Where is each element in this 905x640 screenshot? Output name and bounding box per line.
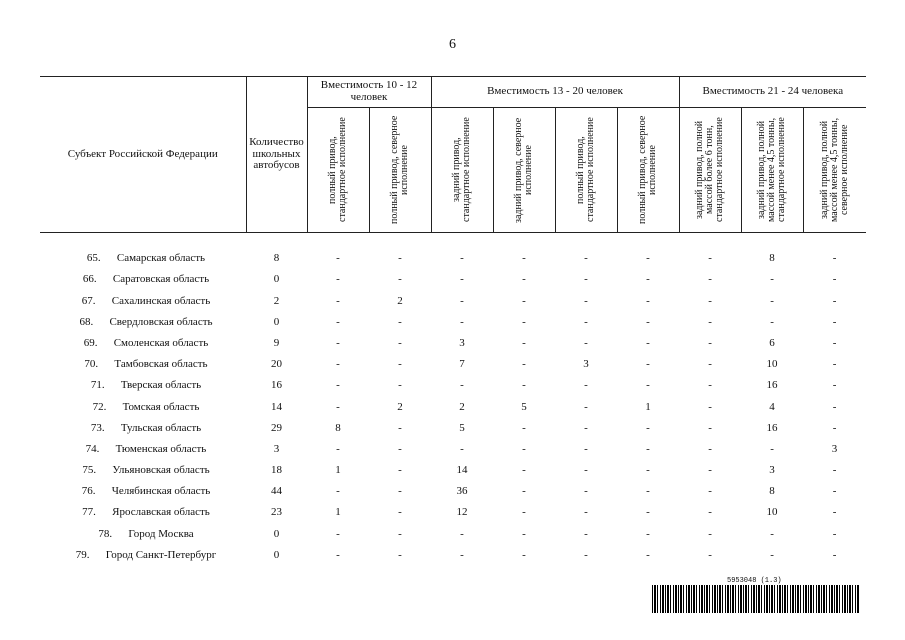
value-cell: -: [646, 294, 650, 307]
table-row: [40, 455, 866, 476]
value-cell: -: [832, 294, 837, 307]
bus-count-cell: 0: [273, 273, 280, 286]
column-header: полный привод, стандартное исполнение: [307, 108, 369, 233]
value-cell: -: [708, 464, 712, 477]
group-header-10-12: Вместимость 10 - 12 человек: [307, 77, 431, 108]
value-cell: -: [708, 527, 712, 540]
table-row: [40, 476, 866, 497]
column-header: задний привод, северное исполнение: [493, 108, 555, 233]
value-cell: -: [398, 442, 402, 455]
region-name: Сахалинская область: [111, 294, 211, 307]
row-number: 77.: [82, 506, 96, 519]
table-row: [40, 413, 866, 434]
value-cell: -: [522, 273, 526, 286]
region-cell: [40, 518, 246, 539]
value-cell: 5: [521, 400, 527, 413]
column-header: задний привод, полной массой более 6 тонн, стандартное исполнение: [679, 108, 741, 233]
value-cell: -: [708, 548, 712, 561]
value-cell: 12: [456, 506, 468, 519]
value-cell: -: [398, 358, 402, 371]
value-cell: -: [770, 294, 774, 307]
value-cell: -: [398, 252, 402, 265]
value-cell: 8: [335, 421, 341, 434]
value-cell: -: [584, 527, 588, 540]
row-number: 73.: [90, 421, 105, 434]
region-name: Томская область: [122, 400, 200, 413]
value-cell: -: [832, 379, 837, 392]
region-name: Челябинская область: [111, 485, 211, 498]
bus-count-cell: 16: [271, 379, 282, 392]
value-cell: 3: [769, 464, 775, 477]
bus-count-cell: 20: [271, 358, 282, 371]
value-cell: -: [398, 421, 402, 434]
barcode-label: 5953048 (1.3): [727, 577, 782, 585]
region-name: Тверская область: [120, 379, 202, 392]
value-cell: -: [336, 358, 340, 371]
value-cell: -: [336, 315, 340, 328]
value-cell: 10: [766, 358, 778, 371]
region-cell: [40, 307, 246, 328]
region-name: Ульяновская область: [112, 464, 210, 477]
page-number: 6: [449, 37, 456, 52]
region-cell: [40, 370, 246, 391]
table-row: [40, 349, 866, 370]
value-cell: -: [832, 252, 837, 265]
value-cell: 6: [769, 336, 775, 349]
value-cell: -: [398, 273, 402, 286]
value-cell: 3: [459, 336, 465, 349]
region-name: Тульская область: [120, 421, 202, 434]
value-cell: 36: [456, 485, 468, 498]
region-cell: [40, 497, 246, 518]
value-cell: -: [584, 336, 588, 349]
value-cell: -: [584, 252, 588, 265]
value-cell: 14: [456, 464, 468, 477]
value-cell: 16: [766, 379, 778, 392]
value-cell: -: [832, 336, 837, 349]
row-number: 70.: [84, 358, 99, 371]
value-cell: -: [522, 485, 526, 498]
value-cell: -: [522, 315, 526, 328]
value-cell: -: [336, 548, 340, 561]
table-row: [40, 434, 866, 455]
value-cell: -: [522, 527, 526, 540]
table-row: [40, 285, 866, 306]
value-cell: -: [584, 464, 588, 477]
value-cell: -: [460, 252, 464, 265]
value-cell: -: [832, 315, 837, 328]
region-cell: [40, 455, 246, 476]
value-cell: -: [770, 527, 774, 540]
region-cell: [40, 476, 246, 497]
value-cell: -: [832, 485, 837, 498]
value-cell: -: [832, 400, 837, 413]
value-cell: -: [522, 442, 526, 455]
column-header: задний привод, полной массой менее 4,5 тонны, северное исполнение: [803, 108, 866, 233]
region-cell: [40, 434, 246, 455]
value-cell: -: [708, 315, 712, 328]
value-cell: -: [770, 442, 774, 455]
group-header-21-24: Вместимость 21 - 24 человека: [679, 77, 866, 108]
value-cell: -: [646, 421, 650, 434]
value-cell: 2: [397, 400, 403, 413]
value-cell: -: [708, 421, 712, 434]
value-cell: 7: [459, 358, 465, 371]
value-cell: -: [832, 527, 837, 540]
value-cell: 1: [335, 464, 341, 477]
value-cell: -: [646, 315, 650, 328]
value-cell: -: [770, 273, 774, 286]
value-cell: 1: [335, 506, 341, 519]
value-cell: -: [708, 379, 712, 392]
value-cell: -: [708, 400, 712, 413]
value-cell: 8: [769, 485, 775, 498]
value-cell: -: [584, 315, 588, 328]
value-cell: 4: [769, 400, 775, 413]
row-number: 78.: [98, 527, 113, 540]
value-cell: -: [522, 506, 526, 519]
region-cell: [40, 328, 246, 349]
row-number: 65.: [86, 252, 101, 265]
value-cell: -: [336, 294, 340, 307]
value-cell: -: [460, 273, 464, 286]
value-cell: -: [584, 273, 588, 286]
column-header: полный привод, стандартное исполнение: [555, 108, 617, 233]
subject-header: Субъект Российской Федерации: [40, 77, 246, 233]
value-cell: -: [708, 273, 712, 286]
row-number: 67.: [81, 294, 96, 307]
value-cell: -: [646, 485, 650, 498]
bus-count-cell: 9: [273, 336, 280, 349]
value-cell: -: [336, 273, 340, 286]
bus-count-cell: 14: [271, 400, 282, 413]
region-name: Самарская область: [116, 252, 206, 265]
region-cell: [40, 264, 246, 285]
value-cell: -: [646, 358, 650, 371]
table-row: [40, 391, 866, 412]
value-cell: 3: [583, 358, 589, 371]
value-cell: -: [584, 548, 588, 561]
value-cell: -: [336, 252, 340, 265]
value-cell: -: [646, 273, 650, 286]
region-cell: [40, 349, 246, 370]
row-number: 79.: [75, 548, 90, 561]
value-cell: -: [832, 358, 837, 371]
region-cell: [40, 540, 246, 561]
value-cell: -: [708, 506, 712, 519]
row-number: 75.: [82, 464, 97, 477]
table-row: [40, 370, 866, 391]
value-cell: -: [460, 442, 464, 455]
value-cell: 10: [766, 506, 778, 519]
value-cell: -: [708, 485, 712, 498]
school-bus-table: [40, 76, 866, 561]
region-name: Свердловская область: [109, 315, 213, 328]
value-cell: -: [584, 379, 588, 392]
table-row: [40, 264, 866, 285]
value-cell: -: [708, 294, 712, 307]
value-cell: -: [522, 294, 526, 307]
value-cell: -: [832, 506, 837, 519]
count-header: Количество школьных автобусов: [246, 77, 307, 233]
region-name: Ярославская область: [112, 506, 210, 519]
value-cell: -: [522, 464, 526, 477]
bus-count-cell: 23: [271, 506, 282, 519]
value-cell: -: [584, 421, 588, 434]
row-number: 68.: [79, 315, 94, 328]
table-row: [40, 328, 866, 349]
value-cell: -: [646, 252, 650, 265]
value-cell: -: [646, 464, 650, 477]
value-cell: -: [646, 527, 650, 540]
column-header: задний привод, стандартное исполнение: [431, 108, 493, 233]
value-cell: -: [708, 252, 712, 265]
column-header: полный привод, северное исполнение: [369, 108, 431, 233]
value-cell: -: [460, 379, 464, 392]
value-cell: -: [708, 336, 712, 349]
table-row: [40, 497, 866, 518]
bus-count-cell: 0: [273, 527, 280, 540]
row-number: 76.: [81, 485, 96, 498]
table-row: [40, 307, 866, 328]
value-cell: -: [832, 464, 837, 477]
row-number: 72.: [92, 400, 107, 413]
value-cell: -: [522, 252, 526, 265]
value-cell: -: [584, 442, 588, 455]
bus-count-cell: 2: [273, 294, 280, 307]
value-cell: -: [336, 485, 340, 498]
value-cell: -: [584, 400, 588, 413]
value-cell: 8: [769, 252, 775, 265]
region-name: Тюменская область: [115, 442, 207, 455]
value-cell: 1: [645, 400, 651, 413]
value-cell: -: [646, 506, 650, 519]
value-cell: 2: [459, 400, 465, 413]
table-row: [40, 540, 866, 561]
value-cell: -: [336, 400, 340, 413]
value-cell: -: [336, 379, 340, 392]
value-cell: -: [398, 548, 402, 561]
value-cell: -: [336, 527, 340, 540]
region-name: Тамбовская область: [114, 358, 208, 371]
value-cell: -: [336, 336, 340, 349]
bus-count-cell: 0: [273, 315, 280, 328]
table-body: [40, 233, 866, 561]
region-cell: [40, 285, 246, 306]
bus-count-cell: 44: [271, 485, 282, 498]
value-cell: -: [646, 336, 650, 349]
value-cell: 2: [397, 294, 403, 307]
table-row: [40, 243, 866, 264]
value-cell: -: [460, 315, 464, 328]
bus-count-cell: 8: [273, 252, 280, 265]
region-name: Смоленская область: [113, 336, 209, 349]
value-cell: -: [398, 336, 402, 349]
row-number: 66.: [82, 273, 97, 286]
region-cell: [40, 391, 246, 412]
value-cell: -: [770, 548, 774, 561]
region-name: Город Москва: [128, 527, 194, 540]
value-cell: -: [522, 548, 526, 561]
region-cell: [40, 413, 246, 434]
bus-count-cell: 0: [273, 548, 280, 561]
value-cell: -: [584, 485, 588, 498]
value-cell: -: [832, 421, 837, 434]
barcode-image: [652, 585, 860, 613]
value-cell: -: [398, 485, 402, 498]
region-name: Город Санкт-Петербург: [105, 548, 217, 561]
bus-count-cell: 29: [271, 421, 282, 434]
value-cell: -: [646, 379, 650, 392]
value-cell: -: [708, 358, 712, 371]
value-cell: -: [584, 506, 588, 519]
value-cell: -: [460, 527, 464, 540]
value-cell: -: [398, 315, 402, 328]
value-cell: -: [646, 442, 650, 455]
value-cell: -: [398, 506, 402, 519]
value-cell: -: [522, 421, 526, 434]
row-number: 71.: [90, 379, 105, 392]
table-row: [40, 518, 866, 539]
value-cell: -: [770, 315, 774, 328]
value-cell: -: [336, 442, 340, 455]
value-cell: -: [522, 379, 526, 392]
row-number: 69.: [83, 336, 98, 349]
group-header-13-20: Вместимость 13 - 20 человек: [431, 77, 679, 108]
bus-count-cell: 18: [271, 464, 282, 477]
column-header: полный привод, северное исполнение: [617, 108, 679, 233]
value-cell: -: [708, 442, 712, 455]
region-name: Саратовская область: [112, 273, 210, 286]
value-cell: -: [584, 294, 588, 307]
region-cell: [40, 243, 246, 264]
value-cell: 3: [831, 442, 838, 455]
value-cell: -: [398, 379, 402, 392]
value-cell: -: [522, 358, 526, 371]
value-cell: -: [398, 527, 402, 540]
value-cell: -: [646, 548, 650, 561]
value-cell: -: [832, 548, 837, 561]
value-cell: 16: [766, 421, 778, 434]
column-header: задний привод, полной массой менее 4,5 тонны, стандартное исполнение: [741, 108, 803, 233]
value-cell: -: [460, 294, 464, 307]
row-number: 74.: [85, 442, 100, 455]
bus-count-cell: 3: [273, 442, 280, 455]
value-cell: 5: [459, 421, 465, 434]
value-cell: -: [832, 273, 837, 286]
value-cell: -: [460, 548, 464, 561]
value-cell: -: [398, 464, 402, 477]
value-cell: -: [522, 336, 526, 349]
